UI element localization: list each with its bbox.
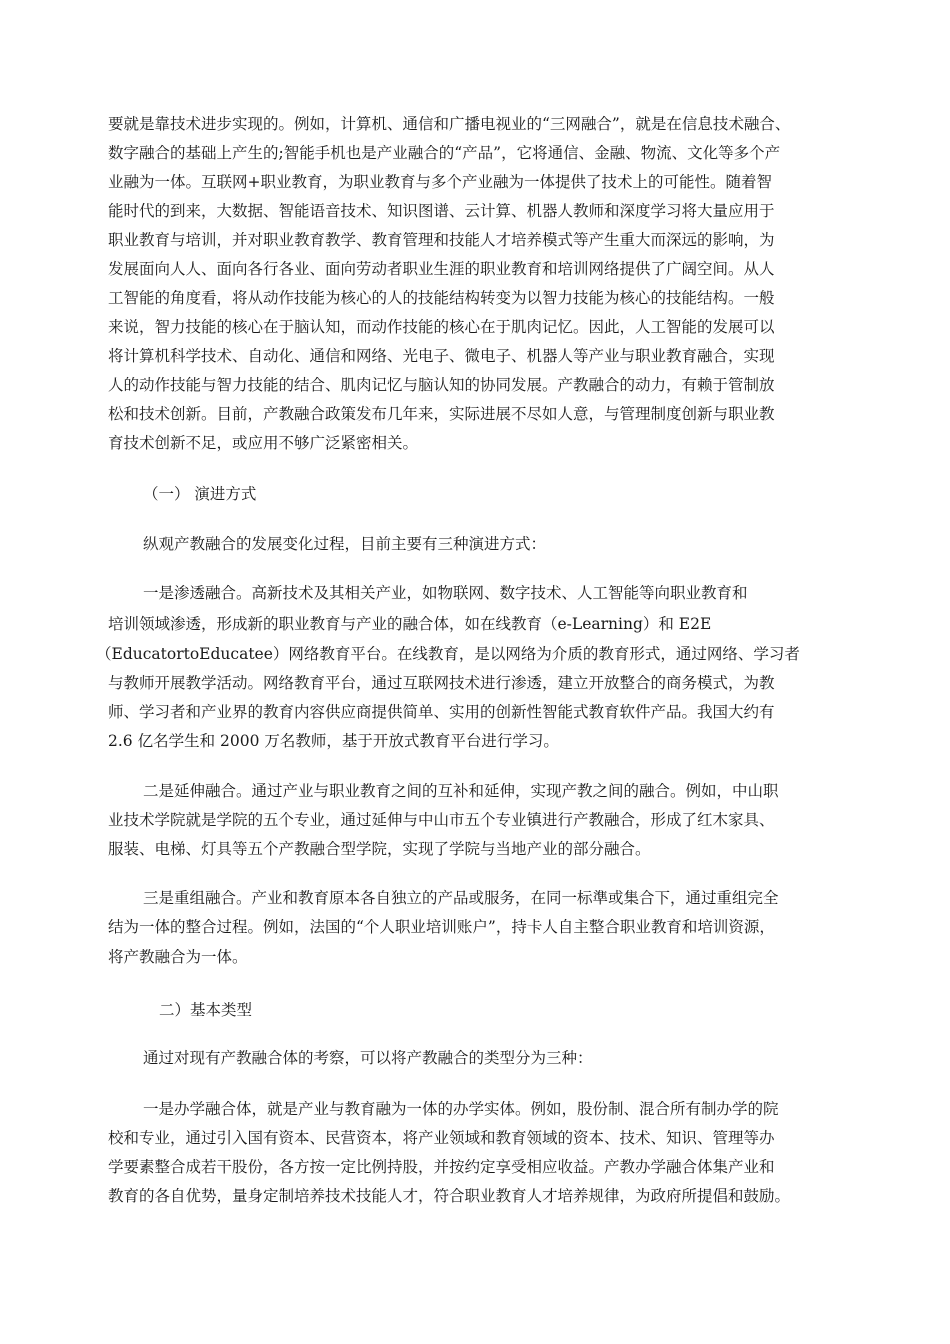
- text-line: 师、学习者和产业界的教育内容供应商提供简单、实用的创新性智能式教育软件产品。我国大约有: [108, 703, 775, 721]
- text-line: 通过对现有产教融合体的考察，可以将产教融合的类型分为三种：: [143, 1049, 593, 1067]
- text-line: 三是重组融合。产业和教育原本各自独立的产品或服务，在同一标準或集合下，通过重组完全: [143, 889, 779, 907]
- section-heading: （一） 演进方式: [143, 485, 257, 503]
- text-line: 学要素整合成若干股份，各方按一定比例持股，并按约定享受相应收益。产教办学融合体集产业和: [108, 1158, 775, 1176]
- text-line: 一是办学融合体，就是产业与教育融为一体的办学实体。例如，股份制、混合所有制办学的院: [143, 1100, 779, 1118]
- text-line: 结为一体的整合过程。例如，法国的“个人职业培训账户”，持卡人自主整合职业教育和培训资源，: [108, 918, 775, 936]
- text-line: 一是渗透融合。高新技术及其相关产业，如物联网、数字技术、人工智能等向职业教育和: [143, 584, 748, 602]
- text-line: 校和专业，通过引入国有资本、民营资本，将产业领域和教育领域的资本、技术、知识、管理等办: [108, 1129, 775, 1147]
- text-line: 二是延伸融合。通过产业与职业教育之间的互补和延伸，实现产教之间的融合。例如，中山职: [143, 782, 779, 800]
- text-line: 业技术学院就是学院的五个专业，通过延伸与中山市五个专业镇进行产教融合，形成了红木家具、: [108, 811, 775, 829]
- text-line: 职业教育与培训，并对职业教育教学、教育管理和技能人才培养模式等产生重大而深远的影响，为: [108, 231, 775, 249]
- section-heading: 二）基本类型: [159, 1001, 253, 1019]
- text-line: 培训领域渗透，形成新的职业教育与产业的融合体，如在线教育（e-Learning）和 E2E: [108, 615, 712, 633]
- text-line: 纵观产教融合的发展变化过程，目前主要有三种演进方式：: [143, 535, 547, 553]
- text-line: 松和技术创新。目前，产教融合政策发布几年来，实际进展不尽如人意，与管理制度创新与职业教: [108, 405, 775, 423]
- text-line: 能时代的到来，大数据、智能语音技术、知识图谱、云计算、机器人教师和深度学习将大量应用于: [108, 202, 775, 220]
- text-line: 人的动作技能与智力技能的结合、肌肉记忆与脑认知的协同发展。产教融合的动力，有赖于管制放: [108, 376, 775, 394]
- text-line: 将计算机科学技术、自动化、通信和网络、光电子、微电子、机器人等产业与职业教育融合，实现: [108, 347, 775, 365]
- text-line: 业融为一体。互联网+职业教育，为职业教育与多个产业融为一体提供了技术上的可能性。随着智: [108, 173, 772, 191]
- text-line: 来说，智力技能的核心在于脑认知，而动作技能的核心在于肌肉记忆。因此，人工智能的发展可以: [108, 318, 775, 336]
- text-line: 与教师开展教学活动。网络教育平台，通过互联网技术进行渗透，建立开放整合的商务模式，为教: [108, 674, 775, 692]
- text-line: 教育的各自优势，量身定制培养技术技能人才，符合职业教育人才培养规律，为政府所提倡和鼓励。: [108, 1187, 791, 1205]
- text-line: （EducatortoEducatee）网络教育平台。在线教育，是以网络为介质的教育形式，通过网络、学习者: [96, 645, 800, 663]
- text-line: 2.6 亿名学生和 2000 万名教师，基于开放式教育平台进行学习。: [108, 732, 559, 750]
- text-line: 服装、电梯、灯具等五个产教融合型学院，实现了学院与当地产业的部分融合。: [108, 840, 651, 858]
- text-line: 将产教融合为一体。: [108, 948, 248, 966]
- text-line: 育技术创新不足，或应用不够广泛紧密相关。: [108, 434, 419, 452]
- text-line: 工智能的角度看，将从动作技能为核心的人的技能结构转变为以智力技能为核心的技能结构。一般: [108, 289, 775, 307]
- text-line: 数字融合的基础上产生的;智能手机也是产业融合的“产品”，它将通信、金融、物流、文化等多个产: [108, 144, 781, 162]
- text-line: 要就是靠技术进步实现的。例如，计算机、通信和广播电视业的“三网融合”，就是在信息技术融合、: [108, 115, 791, 133]
- text-line: 发展面向人人、面向各行各业、面向劳动者职业生涯的职业教育和培训网络提供了广阔空间。从人: [108, 260, 775, 278]
